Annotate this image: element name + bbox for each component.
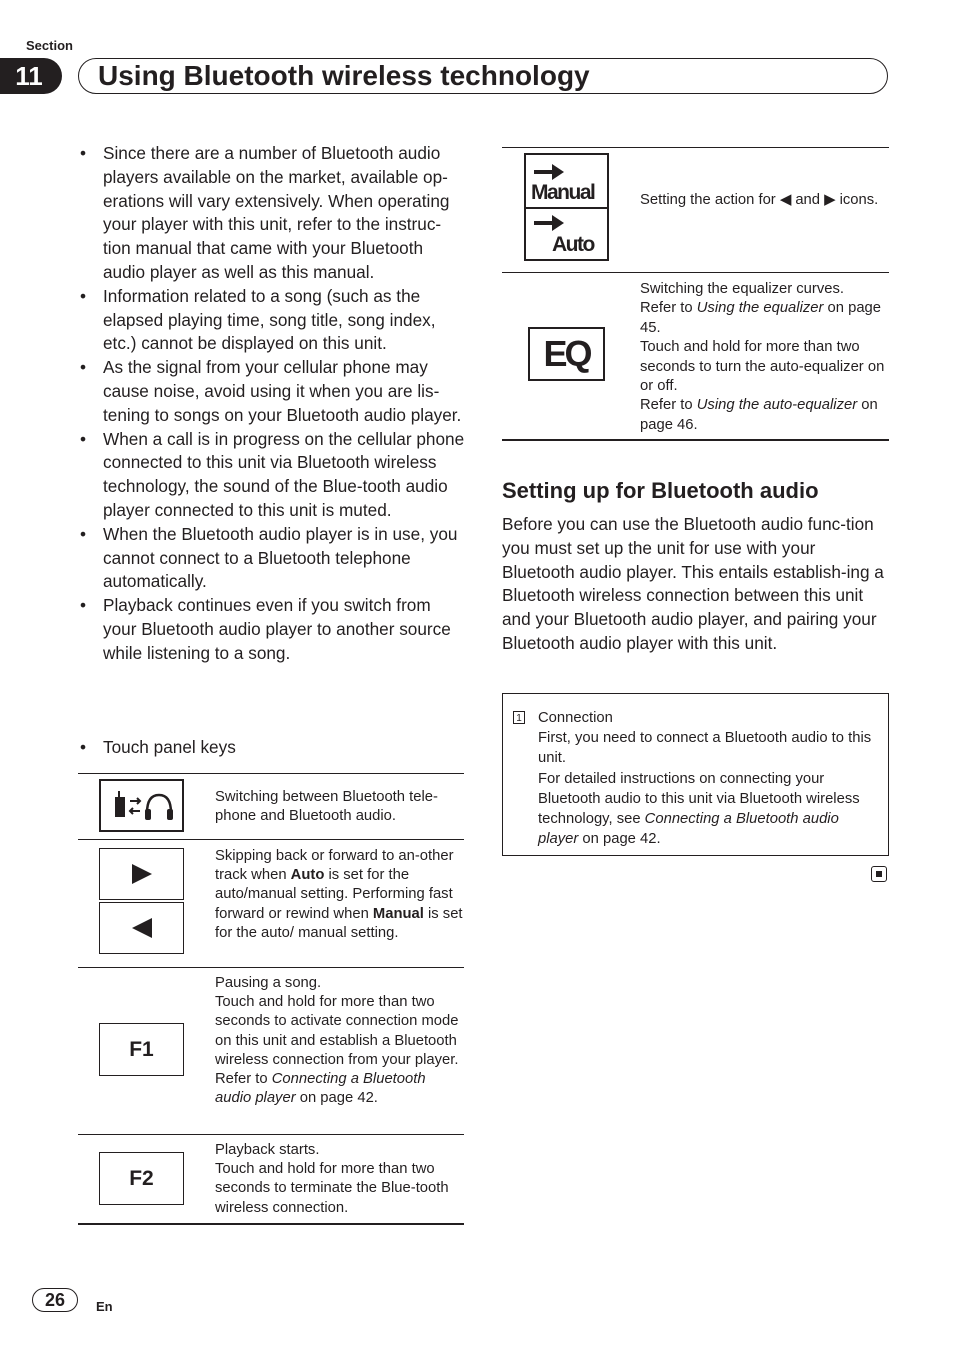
section-heading: Setting up for Bluetooth audio [502,478,819,503]
arrow-right-icon [532,162,566,182]
step-text: For detailed instructions on connecting your Bluetooth audio to this unit via Bluetooth wireless technology, see [538,770,860,828]
bt-source-switch-key[interactable] [99,779,184,832]
ref-suffix: on page 42. [295,1090,378,1107]
auto-label: Auto [552,233,594,256]
row-description [215,974,464,1108]
table-row [78,1134,464,1225]
play-forward-icon [130,863,154,885]
desc-line: Switching the equalizer curves. [640,281,844,297]
desc-text: Skipping back or forward to an-other track when [215,848,454,884]
desc-reference [640,299,889,338]
f2-key[interactable] [99,1152,184,1205]
eq-key[interactable] [528,327,605,381]
ref-suffix: on page 46. [640,397,878,433]
manual-half [526,155,607,209]
desc-line: Pausing a song. [215,975,322,991]
ref-link: Using the equalizer [696,300,824,317]
step-number: 1 [513,711,525,724]
desc-line: Touch and hold for more than two seconds to activate connection mode on this unit and establish a Bluetooth wireless connection from your player. [215,994,459,1068]
notes-list [78,142,468,666]
step-line: First, you need to connect a Bluetooth audio to this unit. [538,730,872,767]
touch-panel-label: • Touch panel keys [78,736,468,760]
desc-text: is set for the auto/ manual setting. [215,905,463,941]
end-of-section-icon [871,866,887,882]
arrow-right-icon [532,213,566,233]
manual-label: Manual [531,181,595,204]
ref-link: Using the auto-equalizer [696,397,858,414]
right-keys-table [502,147,889,441]
touch-keys-table [78,773,464,1225]
step-line [538,769,882,850]
step-ref-suffix: on page 42. [578,831,661,848]
setup-paragraph: Before you can use the Bluetooth audio func-tion you must set up the unit for use with your Bluetooth audio player. This entails establish-ing a Bluetooth wireless connection between this unit and your Bluetooth audio player, and pairing your Bluetooth audio player with this unit. [502,514,884,653]
ref-suffix: on page 45. [640,300,882,336]
list-item: • Information related to a song (such as the elapsed playing time, song title, song index, etc.) cannot be displayed on this unit. [78,285,468,356]
page-title: Using Bluetooth wireless technology [98,60,590,91]
table-row [502,272,889,441]
manual-auto-key[interactable] [524,153,609,261]
table-row [502,147,889,272]
touch-panel-list [78,736,468,760]
page-number: 26 [32,1288,78,1312]
row-description: Switching between Bluetooth tele-phone and Bluetooth audio. [215,789,438,825]
f2-key-label: F2 [129,1166,154,1190]
previous-track-key[interactable] [99,902,184,954]
language-code: En [96,1299,113,1314]
ref-prefix: Refer to [640,300,697,317]
auto-emphasis: Auto [290,867,325,884]
step-content [538,708,882,849]
desc-line: Touch and hold for more than two seconds to turn the auto-equalizer on or off. [640,339,885,395]
desc-reference [215,1070,464,1108]
table-row [78,967,464,1134]
desc-text: is set for the auto/manual setting. Performing fast forward or rewind when [215,867,453,922]
step-ref-link: Connecting a Bluetooth audio player [538,811,839,848]
auto-half [526,207,607,259]
list-item: • Playback continues even if you switch from your Bluetooth audio player to another source while listening to a song. [78,594,468,665]
ref-link: Connecting a Bluetooth audio player [215,1071,426,1107]
section-number: 11 [0,58,62,94]
desc-reference [640,396,889,435]
next-track-key[interactable] [99,848,184,900]
row-description: Setting the action for ◀ and ▶ icons. [640,192,879,208]
f1-key[interactable] [99,1023,184,1076]
eq-key-label: EQ [543,333,590,374]
row-description [640,280,889,435]
row-description [215,1141,464,1218]
list-item: • When the Bluetooth audio player is in use, you cannot connect to a Bluetooth telephone automatically. [78,523,468,594]
table-row [78,773,464,839]
play-back-icon [130,917,154,939]
list-item: • Since there are a number of Bluetooth audio players available on the market, available op-erations will vary extensively. When operating your player with this unit, refer to the instruc-tion manual that came with your Bluetooth audio player as well as this manual. [78,142,468,285]
ref-prefix: Refer to [640,397,697,414]
table-row [78,839,464,967]
desc-line: Touch and hold for more than two seconds to terminate the Blue-tooth wireless connection. [215,1161,449,1216]
row-description [215,847,464,943]
manual-emphasis: Manual [372,905,424,922]
ref-prefix: Refer to [215,1071,272,1088]
f1-key-label: F1 [129,1037,154,1061]
step-box [502,693,889,856]
list-item: • As the signal from your cellular phone may cause noise, avoid using it when you are lis-tening to songs on your Bluetooth audio player. [78,356,468,427]
section-label: Section [26,38,73,53]
list-item: • When a call is in progress on the cellular phone connected to this unit via Bluetooth wireless technology, the sound of the Blue-tooth audio player connected to this unit is muted. [78,428,468,523]
desc-line: Playback starts. [215,1142,320,1158]
phone-headphone-icon [107,787,177,825]
step-title: Connection [538,710,613,726]
